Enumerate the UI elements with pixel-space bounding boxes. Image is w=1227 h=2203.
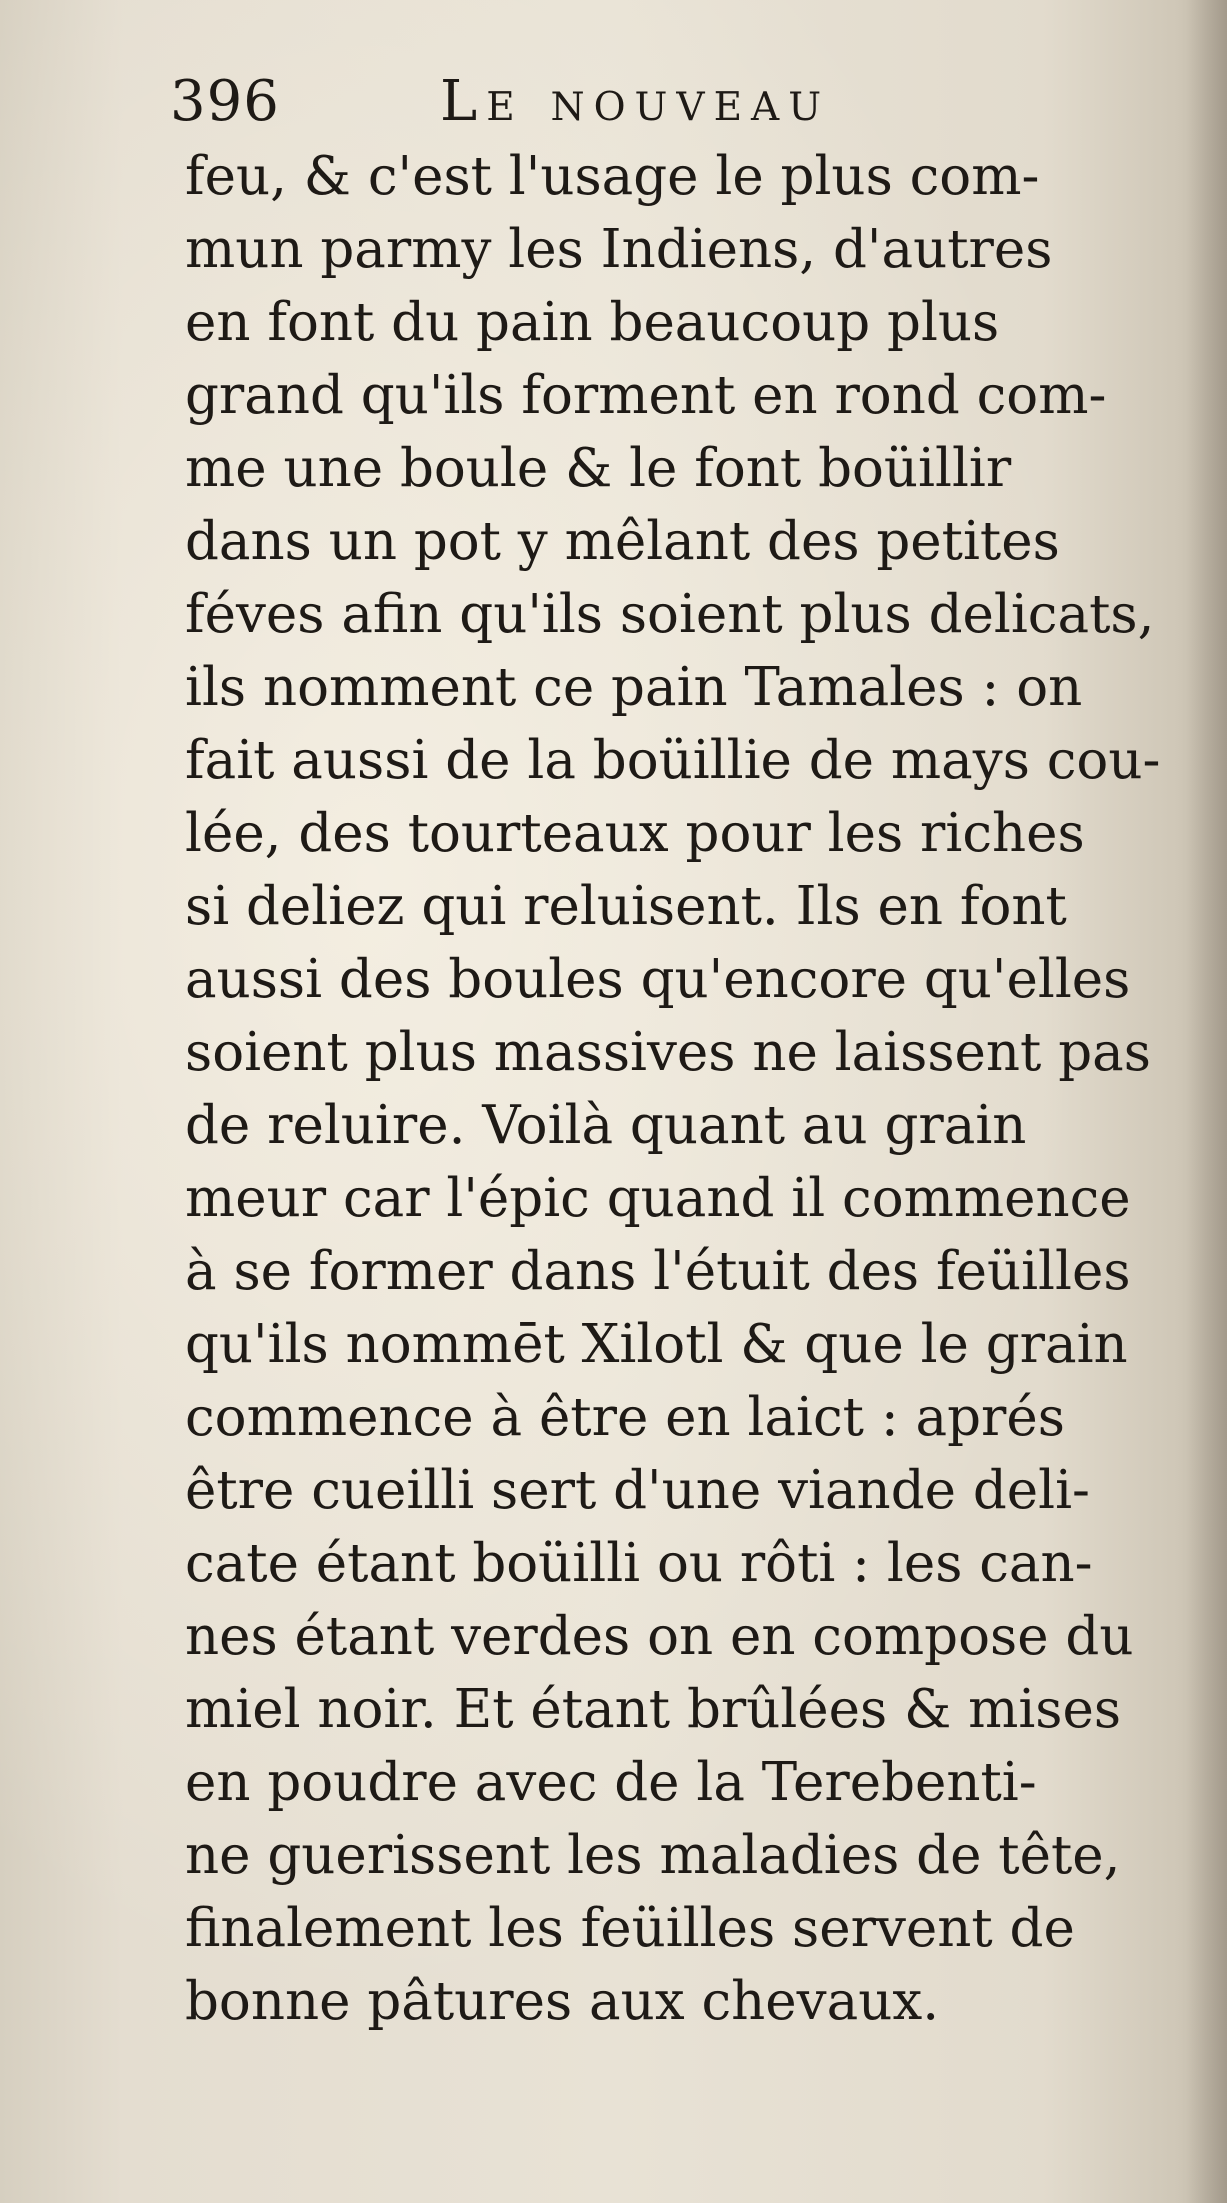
text-line: si deliez qui reluisent. Ils en font bbox=[185, 876, 1067, 937]
text-line: soient plus massives ne laissent pas bbox=[185, 1022, 1151, 1083]
text-line: être cueilli sert d'une viande deli- bbox=[185, 1460, 1090, 1521]
text-line: lée, des tourteaux pour les riches bbox=[185, 803, 1085, 864]
text-line: fait aussi de la boüillie de mays cou- bbox=[185, 730, 1161, 791]
text-line: en poudre avec de la Terebenti- bbox=[185, 1752, 1037, 1813]
text-line: ils nomment ce pain Tamales : on bbox=[185, 657, 1083, 718]
text-line: nes étant verdes on en compose du bbox=[185, 1606, 1134, 1667]
text-line: en font du pain beaucoup plus bbox=[185, 292, 1000, 353]
running-head bbox=[170, 62, 1170, 142]
text-line: aussi des boules qu'encore qu'elles bbox=[185, 949, 1131, 1010]
text-line: qu'ils nommēt Xilotl & que le grain bbox=[185, 1314, 1128, 1375]
text-line: miel noir. Et étant brûlées & mises bbox=[185, 1679, 1122, 1740]
body-text bbox=[185, 140, 1225, 2038]
text-line: grand qu'ils forment en rond com- bbox=[185, 365, 1107, 426]
text-line: dans un pot y mêlant des petites bbox=[185, 511, 1060, 572]
text-line: cate étant boüilli ou rôti : les can- bbox=[185, 1533, 1093, 1594]
text-line: bonne pâtures aux chevaux. bbox=[185, 1971, 940, 2032]
text-line: féves afin qu'ils soient plus delicats, bbox=[185, 584, 1155, 645]
text-line: à se former dans l'étuit des feüilles bbox=[185, 1241, 1131, 1302]
text-line: mun parmy les Indiens, d'autres bbox=[185, 219, 1053, 280]
running-title: Le nouveau bbox=[440, 69, 831, 134]
text-line: finalement les feüilles servent de bbox=[185, 1898, 1075, 1959]
text-line: feu, & c'est l'usage le plus com- bbox=[185, 146, 1040, 207]
text-line: commence à être en laict : aprés bbox=[185, 1387, 1065, 1448]
text-line: ne guerissent les maladies de tête, bbox=[185, 1825, 1121, 1886]
text-line: me une boule & le font boüillir bbox=[185, 438, 1012, 499]
text-line: de reluire. Voilà quant au grain bbox=[185, 1095, 1027, 1156]
text-line: meur car l'épic quand il commence bbox=[185, 1168, 1131, 1229]
page-number: 396 bbox=[170, 69, 280, 134]
